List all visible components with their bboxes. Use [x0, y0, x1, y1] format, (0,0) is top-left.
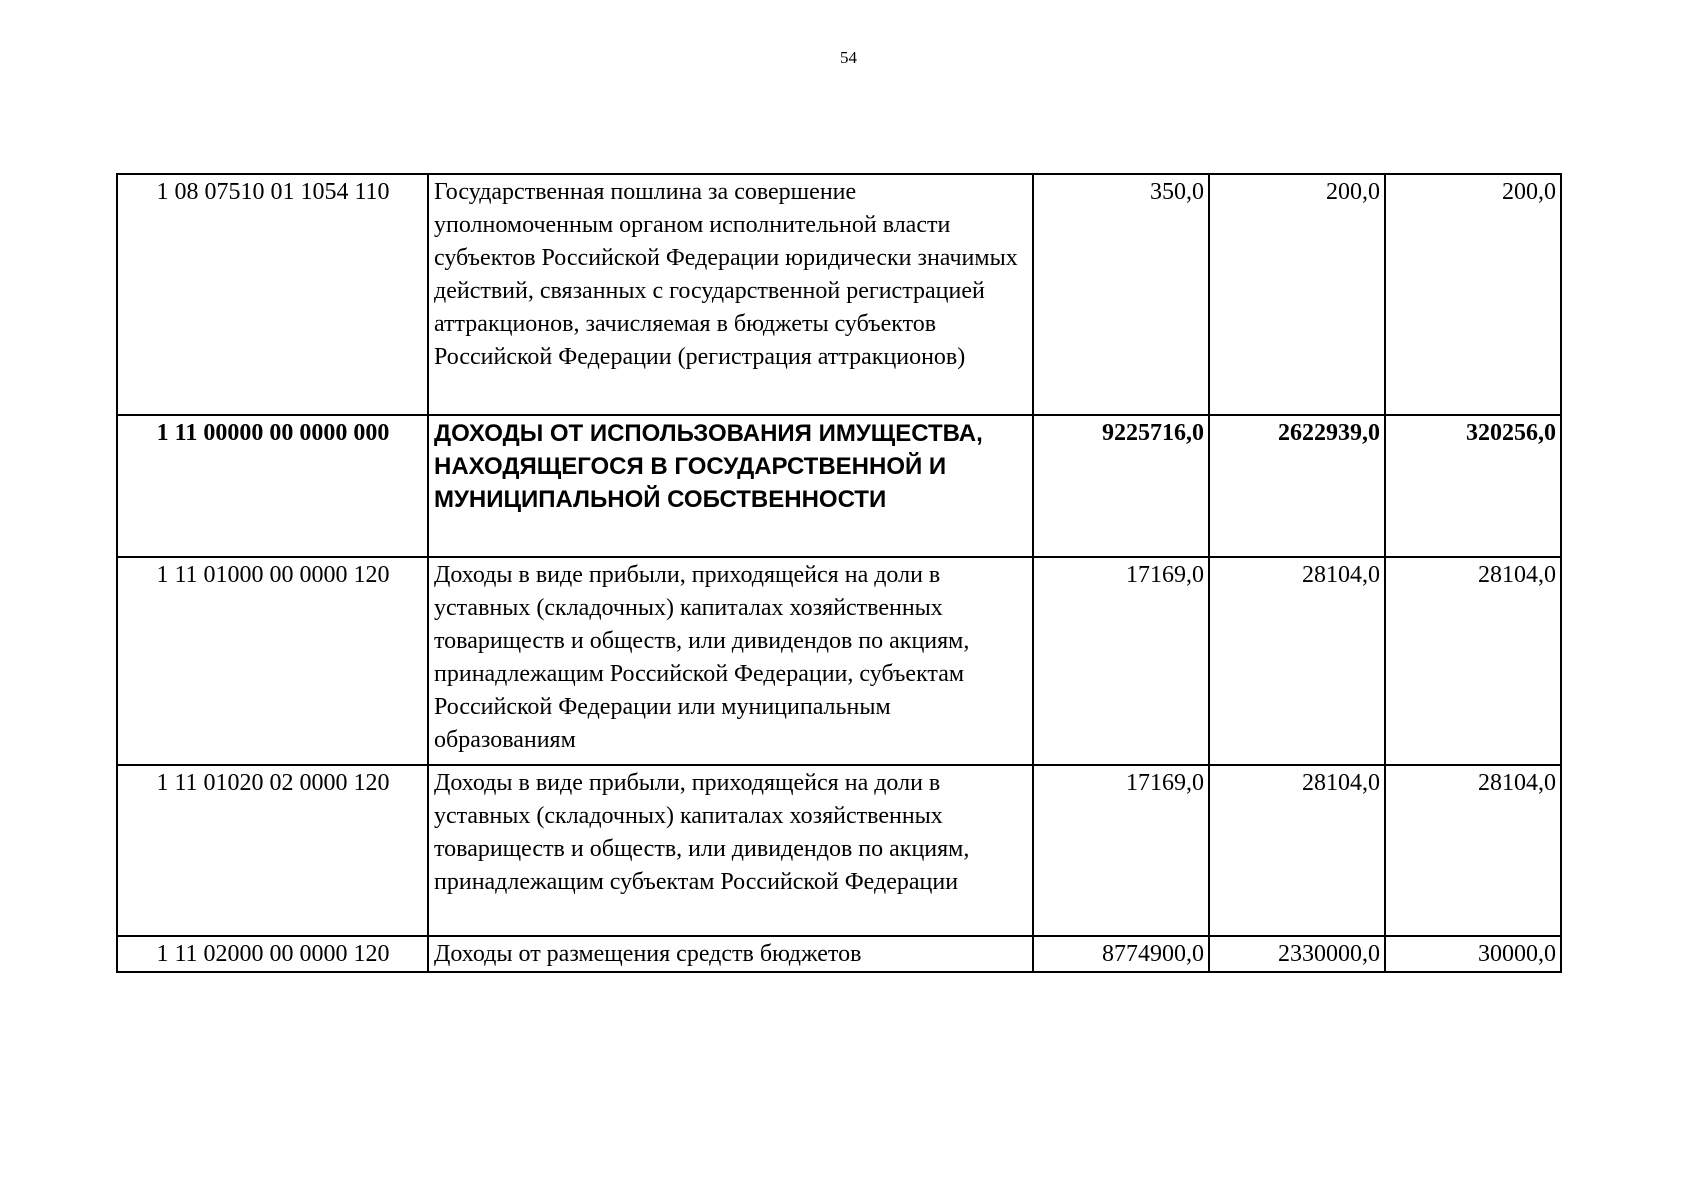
table-row [117, 936, 1561, 972]
value-cell-1: 17169,0 [1033, 557, 1209, 765]
value-cell-2: 200,0 [1209, 174, 1385, 415]
budget-code-cell: 1 08 07510 01 1054 110 [117, 174, 428, 415]
income-name-cell: Доходы от размещения средств бюджетов [428, 936, 1033, 972]
table-row [117, 174, 1561, 415]
income-name-cell: Доходы в виде прибыли, приходящейся на доли в уставных (складочных) капиталах хозяйственных товариществ и обществ, или дивидендов по акциям, принадлежащим субъектам Российской Федерации [428, 765, 1033, 936]
income-name-cell: ДОХОДЫ ОТ ИСПОЛЬЗОВАНИЯ ИМУЩЕСТВА, НАХОДЯЩЕГОСЯ В ГОСУДАРСТВЕННОЙ И МУНИЦИПАЛЬНОЙ СОБСТВЕННОСТИ [428, 415, 1033, 557]
budget-code-cell: 1 11 01000 00 0000 120 [117, 557, 428, 765]
value-cell-1: 350,0 [1033, 174, 1209, 415]
income-name-cell: Доходы в виде прибыли, приходящейся на доли в уставных (складочных) капиталах хозяйственных товариществ и обществ, или дивидендов по акциям, принадлежащим Российской Федерации, субъектам Российской Федерации или муниципальным образованиям [428, 557, 1033, 765]
table-row [117, 765, 1561, 936]
value-cell-2: 28104,0 [1209, 557, 1385, 765]
value-cell-3: 28104,0 [1385, 557, 1561, 765]
value-cell-3: 28104,0 [1385, 765, 1561, 936]
table-row [117, 557, 1561, 765]
budget-income-table [116, 173, 1562, 973]
value-cell-1: 9225716,0 [1033, 415, 1209, 557]
budget-code-cell: 1 11 00000 00 0000 000 [117, 415, 428, 557]
value-cell-2: 2622939,0 [1209, 415, 1385, 557]
value-cell-1: 17169,0 [1033, 765, 1209, 936]
value-cell-3: 30000,0 [1385, 936, 1561, 972]
budget-code-cell: 1 11 02000 00 0000 120 [117, 936, 428, 972]
value-cell-3: 320256,0 [1385, 415, 1561, 557]
budget-code-cell: 1 11 01020 02 0000 120 [117, 765, 428, 936]
table-row-section-header [117, 415, 1561, 557]
value-cell-1: 8774900,0 [1033, 936, 1209, 972]
income-name-cell: Государственная пошлина за совершение уполномоченным органом исполнительной власти субъектов Российской Федерации юридически значимых действий, связанных с государственной регистрацией аттракционов, зачисляемая в бюджеты субъектов Российской Федерации (регистрация аттракционов) [428, 174, 1033, 415]
value-cell-3: 200,0 [1385, 174, 1561, 415]
value-cell-2: 2330000,0 [1209, 936, 1385, 972]
page-number: 54 [840, 48, 857, 67]
value-cell-2: 28104,0 [1209, 765, 1385, 936]
